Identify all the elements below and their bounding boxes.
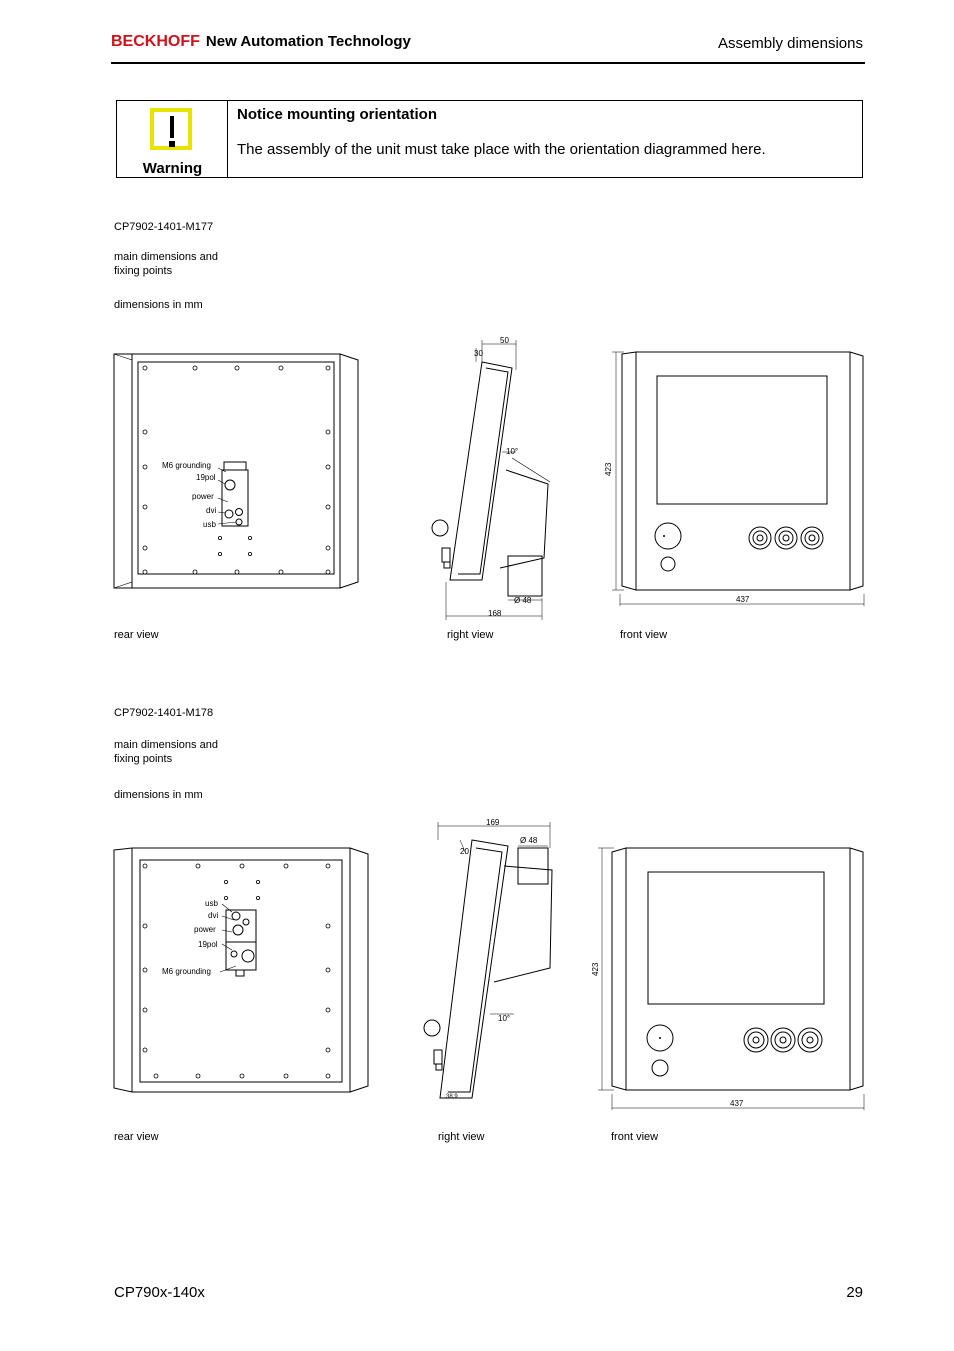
- drawing1-front-height-dim: 423: [604, 462, 613, 476]
- brand-tagline: New Automation Technology: [205, 33, 411, 50]
- drawing1-front-view: [600, 350, 866, 608]
- drawing1-right-angle-dim: 10°: [506, 447, 519, 456]
- drawing2-rear-usb-label: usb: [205, 899, 218, 908]
- drawing1-right-bottom-dim: 168: [488, 609, 502, 618]
- drawing1-rear-power-label: power: [192, 492, 214, 501]
- drawing2-rear-view: [112, 846, 374, 1094]
- drawing1-rear-grounding-label: M6 grounding: [162, 461, 211, 470]
- drawing2-right-top-dim: 169: [486, 818, 500, 827]
- brand-name: BECKHOFF: [111, 33, 200, 50]
- section-title: Assembly dimensions: [717, 35, 863, 52]
- drawing2-right-diameter-dim: Ø 48: [520, 836, 538, 845]
- drawing2-rear-power-label: power: [194, 925, 216, 934]
- page-number: 29: [846, 1284, 863, 1301]
- drawing1-rear-dvi-label: dvi: [206, 506, 217, 515]
- drawing2-front-width-dim: 437: [730, 1099, 744, 1108]
- drawing1-model: CP7902-1401-M177: [114, 221, 214, 233]
- brand-logo: [111, 33, 411, 51]
- drawing1-rear-pol-label: 19pol: [196, 473, 216, 482]
- drawing2-front-view-label: front view: [611, 1131, 659, 1143]
- drawing2-right-offset-dim: 20: [460, 847, 469, 856]
- drawing1-front-width-dim: 437: [736, 595, 750, 604]
- drawing1-right-diameter-dim: Ø 48: [514, 596, 532, 605]
- drawing1-right-top-dim: 50: [500, 336, 509, 345]
- drawing2-desc-line1: main dimensions and: [114, 739, 218, 751]
- drawing1-desc-line1: main dimensions and: [114, 251, 218, 263]
- drawing1-right-view-label: right view: [447, 629, 494, 641]
- drawing1-units: dimensions in mm: [114, 299, 203, 311]
- drawing1-front-view-label: front view: [620, 629, 668, 641]
- drawing1-right-view: [420, 334, 550, 624]
- drawing2-front-view: [590, 842, 866, 1112]
- drawing2-units: dimensions in mm: [114, 789, 203, 801]
- drawing2-rear-view-label: rear view: [114, 1131, 159, 1143]
- warning-text: The assembly of the unit must take place with the orientation diagrammed here.: [237, 141, 766, 158]
- warning-icon-cell: [117, 101, 228, 177]
- warning-label: Warning: [142, 160, 203, 177]
- drawing1-desc-line2: fixing points: [114, 265, 173, 277]
- drawing2-rear-dvi-label: dvi: [208, 911, 219, 920]
- warning-title: Notice mounting orientation: [237, 106, 437, 123]
- drawing2-front-height-dim: 423: [591, 962, 600, 976]
- drawing2-right-view: [414, 818, 564, 1108]
- drawing2-right-angle-dim: 10°: [498, 1014, 511, 1023]
- header-rule: [111, 62, 865, 64]
- drawing2-rear-grounding-label: M6 grounding: [162, 967, 211, 976]
- drawing1-rear-view: [112, 352, 362, 592]
- footer-model: CP790x-140x: [114, 1284, 205, 1301]
- drawing2-right-bottom-dim: 38,9: [446, 1094, 458, 1100]
- drawing2-right-view-label: right view: [438, 1131, 485, 1143]
- drawing2-desc-line2: fixing points: [114, 753, 173, 765]
- drawing1-right-offset-dim: 30: [474, 349, 483, 358]
- exclamation-warning-icon: [150, 108, 192, 150]
- drawing2-model: CP7902-1401-M178: [114, 707, 214, 719]
- drawing2-rear-pol-label: 19pol: [198, 940, 218, 949]
- drawing1-rear-usb-label: usb: [203, 520, 216, 529]
- warning-box: [116, 100, 863, 178]
- drawing1-rear-view-label: rear view: [114, 629, 159, 641]
